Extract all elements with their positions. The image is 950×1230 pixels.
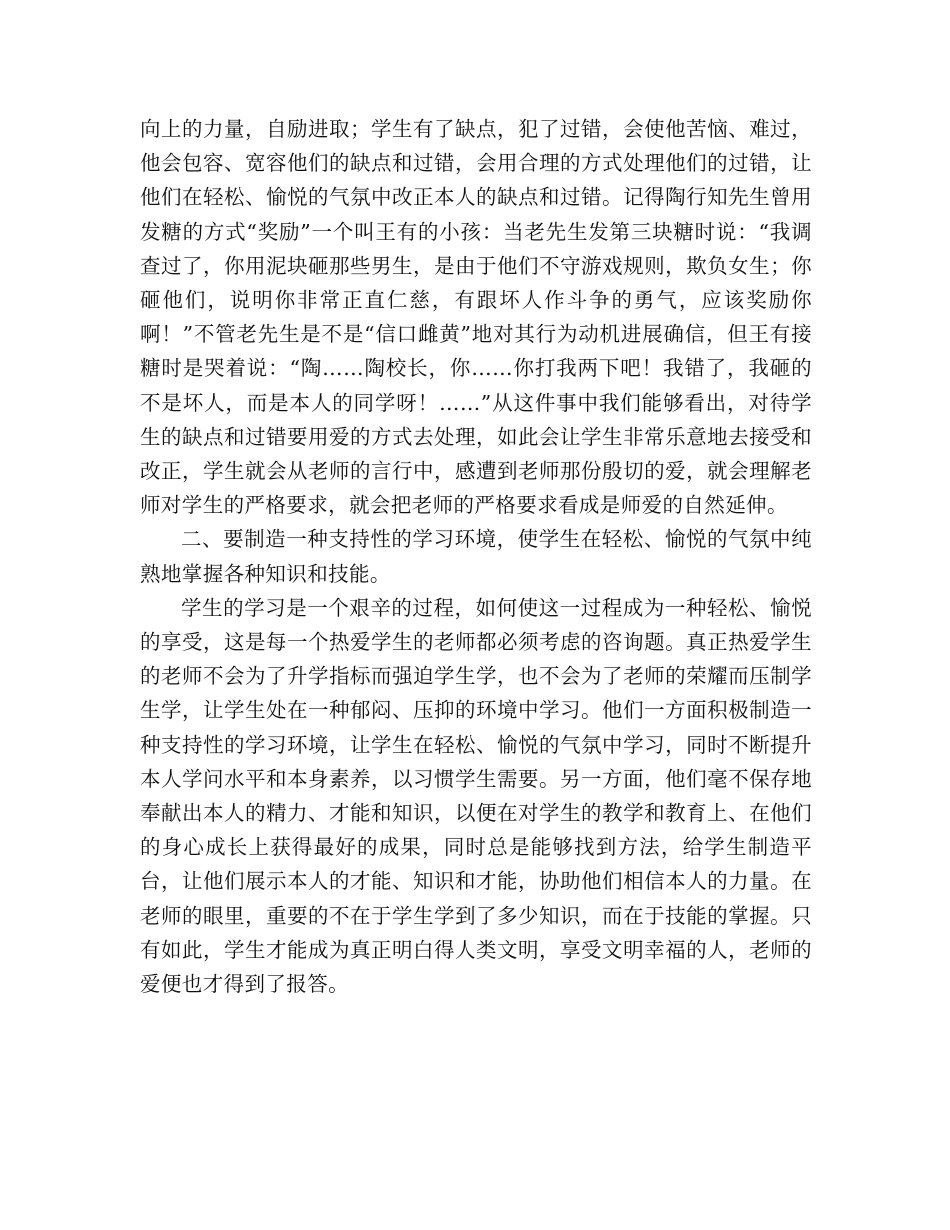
body-text	[140, 112, 812, 1001]
paragraph-learning-environment: 学生的学习是一个艰辛的过程，如何使这一过程成为一种轻松、愉悦的享受，这是每一个热爱学生的老师都必须考虑的咨询题。真正热爱学生的老师不会为了升学指标而强迫学生学，也不会为了老师的荣耀而压制学生学，让学生处在一种郁闷、压抑的环境中学习。他们一方面积极制造一种支持性的学习环境，让学生在轻松、愉悦的气氛中学习，同时不断提升本人学问水平和本身素养，以习惯学生需要。另一方面，他们毫不保存地奉献出本人的精力、才能和知识，以便在对学生的教学和教育上、在他们的身心成长上获得最好的成果，同时总是能够找到方法，给学生制造平台，让他们展示本人的才能、知识和才能，协助他们相信本人的力量。在老师的眼里，重要的不在于学生学到了多少知识，而在于技能的掌握。只有如此，学生才能成为真正明白得人类文明，享受文明幸福的人，老师的爱便也才得到了报答。	[140, 595, 812, 997]
paragraph-continuation: 向上的力量，自励进取；学生有了缺点，犯了过错，会使他苦恼、难过，他会包容、宽容他们的缺点和过错，会用合理的方式处理他们的过错，让他们在轻松、愉悦的气氛中改正本人的缺点和过错。记得陶行知先生曾用发糖的方式“奖励”一个叫王有的小孩：当老先生发第三块糖时说：“我调查过了，你用泥块砸那些男生，是由于他们不守游戏规则，欺负女生；你砸他们，说明你非常正直仁慈，有跟坏人作斗争的勇气，应该奖励你啊！”不管老先生是不是“信口雌黄”地对其行为动机进展确信，但王有接糖时是哭着说：“陶……陶校长，你……你打我两下吧！我错了，我砸的不是坏人，而是本人的同学呀！……”从这件事中我们能够看出，对待学生的缺点和过错要用爱的方式去处理，如此会让学生非常乐意地去接受和改正，学生就会从老师的言行中，感遭到老师那份殷切的爱，就会理解老师对学生的严格要求，就会把老师的严格要求看成是师爱的自然延伸。	[140, 117, 812, 518]
section-heading-two: 二、要制造一种支持性的学习环境，使学生在轻松、愉悦的气氛中纯熟地掌握各种知识和技能。	[140, 527, 812, 586]
